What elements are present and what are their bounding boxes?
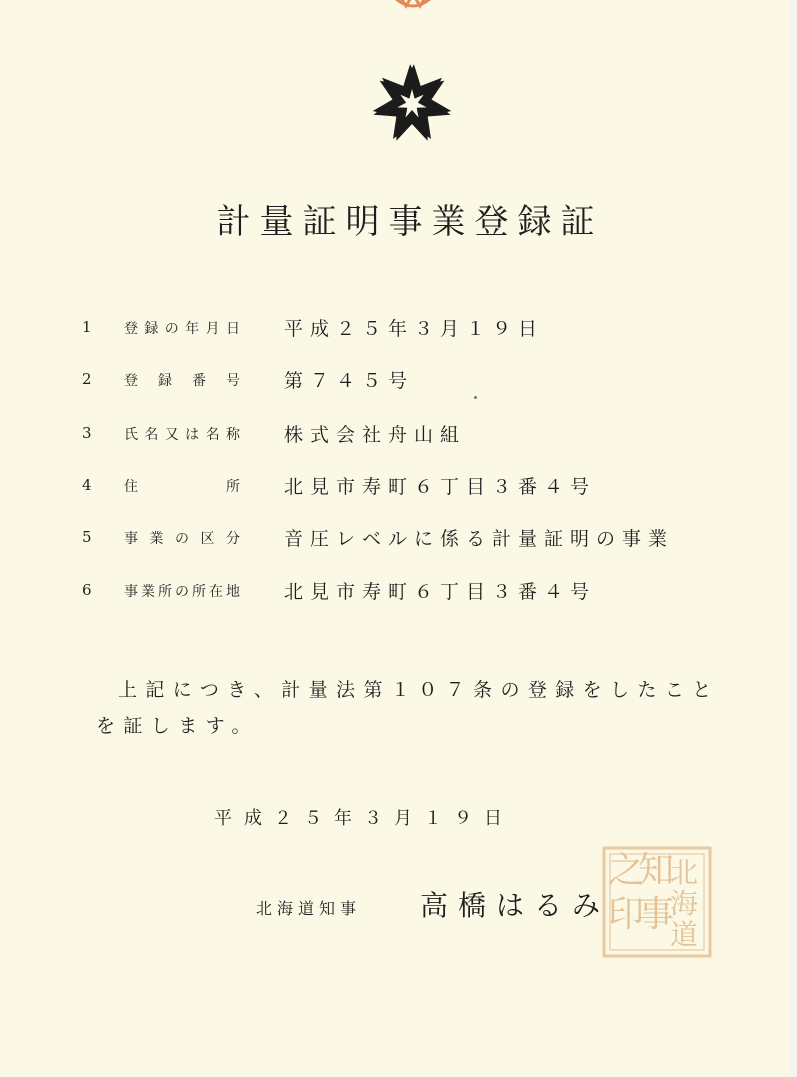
field-label: 住 所 xyxy=(124,479,240,495)
field-number: 4 xyxy=(82,476,92,494)
field-label: 登 録 番 号 xyxy=(124,373,240,389)
field-value: 北見市寿町６丁目３番４号 xyxy=(284,581,597,603)
field-label: 事 業 の 区 分 xyxy=(124,531,240,547)
svg-text:海: 海 xyxy=(669,887,699,920)
field-value: 株式会社舟山組 xyxy=(284,424,467,446)
field-value: 第７４５号 xyxy=(284,370,415,392)
svg-text:之: 之 xyxy=(607,850,645,891)
field-row xyxy=(0,522,760,552)
svg-text:知: 知 xyxy=(637,850,675,891)
field-label: 登 録 の 年 月 日 xyxy=(124,321,240,337)
field-number: 5 xyxy=(82,528,92,546)
issuer-title: 北海道知事 xyxy=(256,899,362,918)
field-row xyxy=(0,312,760,342)
page-edge xyxy=(790,0,797,1077)
field-value: 音圧レベルに係る計量証明の事業 xyxy=(284,528,675,550)
field-row xyxy=(0,418,760,448)
hokkaido-emblem-icon xyxy=(364,58,460,150)
field-row xyxy=(0,364,760,394)
issuer-name: 高橋はるみ xyxy=(420,889,611,922)
svg-text:印: 印 xyxy=(607,894,645,935)
certification-statement: 上記につき、計量法第１０７条の登録をしたことを証します。 xyxy=(96,679,720,737)
svg-text:道: 道 xyxy=(669,918,699,951)
field-number: 1 xyxy=(82,318,92,336)
field-label: 氏 名 又 は 名 称 xyxy=(124,427,240,443)
field-label: 事 業 所 の 所 在 地 xyxy=(124,584,240,600)
field-row xyxy=(0,575,760,605)
field-number: 2 xyxy=(82,370,92,388)
svg-text:北: 北 xyxy=(669,856,699,889)
field-value: 平成２５年３月１９日 xyxy=(284,318,545,340)
issue-date: 平成２５年３月１９日 xyxy=(214,808,514,829)
field-number: 3 xyxy=(82,424,92,442)
certificate-title: 計量証明事業登録証 xyxy=(216,202,604,242)
paper-speck xyxy=(474,396,477,399)
official-seal-stamp xyxy=(600,844,714,960)
svg-text:事: 事 xyxy=(637,894,675,935)
field-row xyxy=(0,470,760,500)
field-value: 北見市寿町６丁目３番４号 xyxy=(284,476,597,498)
top-seal-stamp xyxy=(382,0,444,18)
field-number: 6 xyxy=(82,581,92,599)
